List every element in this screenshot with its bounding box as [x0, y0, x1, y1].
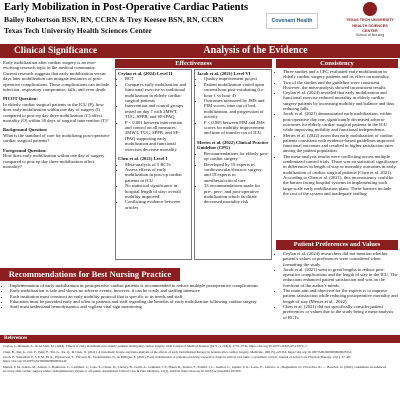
list-item: • Outcomes measured by JMS and FIM scores, time out of bed, mobilization, and progression of activity	[204, 98, 269, 120]
list-item: • P < 0.001 between intervention and control on all measures: 2MWT, TUG, SPPB, and SF-IPAQ supporting early mobilization and functional exercises decrease mortality	[125, 120, 189, 152]
recommendations-list	[3, 283, 273, 309]
background-question-heading: Background Question:	[3, 127, 48, 133]
list-item: • Staff must understand hemodynamics and vigilant vital sign monitoring	[10, 304, 273, 309]
list-item: • Two of the studies and the guideline were consistent. However, the meta-analysis showed inconsistent results.	[283, 80, 398, 91]
list-item: • The main aim and objective for the experts is to improve patient satisfaction while reducing postoperative mortality and length of stay (Mertes et al., 2022)	[283, 288, 398, 304]
list-item: • Each institution must construct an early mobility protocol that is specific to its needs and staff	[10, 294, 273, 299]
ttuhsc-logo-line3: School of Nursing	[355, 33, 385, 38]
list-item: • Intervention and control groups tested on day 7 with 2MWT, TUG, SPPB, and SF-IPAQ	[125, 103, 189, 119]
list-item: • Conflicting evidence between articles	[125, 199, 189, 210]
ttuhsc-logo	[344, 2, 396, 40]
poster-header	[0, 0, 400, 44]
recommendations-heading: Recommendations for Best Nursing Practice	[0, 268, 180, 281]
clinical-significance-text: Early mobilization after cardiac surgery is an ever-evolving research topic in the medical community. Current research suggests that early mobilization versus days later mobilization can mitigate instances of post-operative complications. These complications can include infection, respiratory compromise, falls, and even death.	[3, 60, 110, 93]
jacob-list	[197, 76, 269, 135]
reference-item: Mertes, P. M., Kindo, M., Amour, J., Baufreton, C., Camilleri, L., Caus, T., Chatel, D., Cholley, B., Curtil, A., Grimaud, J. P., Houel, R., Kattou, F., Fellahi, J. L., Guidon, C., Guinot, P. G., Lorne, E., Lefevre, G., Meguentini, O., Pirracchio, R., … Bouchot, O. (2022). Guidelines on enhanced recovery after cardiac surgery under cardiopulmonary bypass or off-pump. Anaesthesia Critical Care & Pain Medicine, 41(3), 101059. https://doi.org/10.1016/j.accpm.2022.101059	[3, 365, 387, 374]
poster-authors: Bailey Robertson BSN, RN, CCRN & Trey Keesee BSN, RN, CCRN	[4, 15, 224, 24]
list-item: • Jacob et al. (2021) demonstrated early mobilization, within post-operative day one, significantly decreased adverse outcomes for elderly cardiac surgical patients in the ICU while improving mobility and functional independence.	[283, 111, 398, 132]
consistency-column	[276, 69, 398, 196]
consistency-heading: Consistency	[276, 59, 398, 68]
clinical-significance-column	[3, 60, 110, 173]
list-item: • 33 recommendations made for pre-, peri-, and post-operative mobilization which facilitate decreased mortality risk	[204, 183, 269, 205]
mertes-list	[197, 151, 269, 205]
clinical-significance-heading: Clinical Significance	[0, 44, 111, 58]
patient-preferences-heading: Patient Preferences and Values	[276, 240, 398, 250]
list-item: • Mertes et al. (2022) assert that early mobilization of cardiac patients consistent with evidence-based guidelines improved functional outcomes and resulted in higher satisfaction rates among the patient population.	[283, 133, 398, 154]
covenant-logo-text: Covenant Health	[271, 18, 313, 24]
list-item: • Three studies and a CPG evaluated early mobilization in elderly cardiac surgery patients and its effect on mortality.	[283, 69, 398, 80]
list-item: • Ceylan et al. (2024) revealed that early mobilization and functional exercise reduced mortality in elderly cardiac surgery patients by increasing mobility and balance and thus reducing falls.	[283, 90, 398, 111]
chen-list	[118, 162, 189, 211]
list-item: • P < 0.005 between FIM and JMS scores for mobility improvement and time of transfer out of ICU	[204, 120, 269, 136]
ttuhsc-seal-icon	[363, 2, 377, 16]
list-item: • Implementation of early mobilization in postoperative cardiac patients is recommended to reduce multiple postoperative complications	[10, 283, 273, 288]
list-item: • Recommendations for elderly post-op cardiac surgery	[204, 151, 269, 162]
effectiveness-heading: Effectiveness	[115, 59, 272, 68]
list-item: • Education must be provided early and often to patients and staff regarding the benefits of early mobilization following cardiac surgery	[10, 299, 273, 304]
covenant-health-logo	[266, 13, 318, 29]
reference-item: Ceylan, İ., Mentesh, A., & Al-Jaidi, M. (2024). Effects of early mobilization in elderly patients undergoing cardiac surgery. Irish Journal of Medical Science (1971 -), 193(4), 2731–2744. https://doi.org/10.1007/s11845-024-03711-7	[3, 344, 308, 348]
list-item: • Compares early mobilization and functional exercise vs traditional mobilization in elderly cardiac surgical patients	[125, 82, 189, 104]
effectiveness-box-right	[194, 69, 272, 260]
list-item: • Assess effects of early mobilization in post-op cardiac patients in ICU	[125, 167, 189, 183]
consistency-list	[276, 69, 398, 196]
list-item: • Jacob et al. (2021) went to great lengths to reduce post-operative complications and the length of stay in the ICU. The reductions enhanced patient satisfaction and was on the forefront of the author's minds.	[283, 267, 398, 288]
chen-heading: Chen et al. (2021) Level I	[118, 156, 168, 162]
list-item: • No statistical significance in hospital length of stay; overall mobility improved	[125, 183, 189, 199]
references-list	[3, 344, 397, 375]
references-heading: References	[0, 335, 400, 343]
effectiveness-box-left	[115, 69, 192, 260]
poster-institution: Texas Tech University Health Sciences Center	[4, 26, 152, 35]
analysis-heading: Analysis of the Evidence	[111, 44, 400, 58]
reference-item: Chen, B., Xie, G., Lin, Y., Peng, F., Shi, G., Xu, Q., & Chen, X. (2021). A systematic review and meta-analysis of the effects of early mobilization therapy in patients after cardiac surgery. Medicine, 100(15), e25314. https://doi.org/10.1097/MD.0000000000025314	[3, 349, 352, 354]
list-item: • Developed by 19 experts in cardiovascular/thoracic surgery and 18 experts in anesthesia/critical care	[204, 162, 269, 184]
list-item: • Chen et al. (2021) did not specifically consider patient preferences or values due to the study being a meta-analysis of RCTs.	[283, 304, 398, 320]
list-item: • RCT	[125, 76, 189, 81]
ttuhsc-logo-line1: TEXAS TECH UNIVERSITY	[346, 18, 394, 22]
list-item: • The meta-analysis results were conflicting across multiple randomized control trials. There was no statistical significance in differences in length of stay or mortality outcomes in early mobilization of cardiac surgical patients (Chen et al. 2021). According to Chen et al. (2021), this inconsistency could be the barrier facing hospital systems in implementing such large-scale early mobilization plans. These barriers include the cost of the system and inadequate staffing	[283, 154, 398, 196]
list-item: • Quality improvement project	[204, 76, 269, 81]
ceylan-list	[118, 76, 189, 152]
foreground-question-text: How does early mobilization within one day of surgery compared to post op day three mobilization affect mortality?	[3, 153, 105, 169]
list-item: • Early mobilization is safe and shows no adverse events; however, it can be costly and staffing intensive	[10, 288, 273, 293]
patient-preferences-list	[276, 251, 398, 320]
background-question-text: What is the standard of care for mobilizing post-operative cardiac surgical patients?	[3, 132, 110, 144]
foreground-question-heading: Foreground Question:	[3, 147, 47, 153]
reference-item: Jacob, P., Surendran, P. J., E M, M. A., Papasavvas, T., Praveen, R., Swaminathan, N., & Milligan, F. (2021). Early mobilization of patients receiving vasoactive drugs in critical care units: a systematic review. Journal of Acute Care Physical Therapy, 12(1), 37–48. https://doi.org/10.1097/JAT.0000000000000140	[3, 355, 351, 364]
list-item: • Meta-analysis of 5 RCTs	[125, 162, 189, 167]
patient-preferences-column	[276, 251, 398, 320]
ceylan-heading: Ceylan et al. (2024) Level II	[118, 71, 173, 76]
recommendations-column	[3, 283, 273, 309]
mertes-heading: Mertes et al. (2022) Clinical Practice Guideline (CPG)	[197, 139, 269, 151]
ttuhsc-logo-line2: HEALTH SCIENCES CENTER	[352, 24, 388, 33]
list-item: • Ceylan et al. (2024) researchers did not mention whether patient's values or preferences were considered when formatting the study.	[283, 251, 398, 267]
picot-heading: PICOT Question:	[3, 96, 38, 102]
jacob-heading: Jacob et al. (2021) Level VI	[197, 71, 251, 76]
poster-title: Early Mobilization in Post-Operative Cardiac Patients	[4, 2, 249, 13]
list-item: • Patient mobilization varied upon current hour post-extubating (i.e. hour 1 vs hour 4)	[204, 82, 269, 98]
picot-text: In elderly cardiac surgical patients in the ICU (P), how does early mobilization within one day of surgery (I) compared to post-op day three mobilization (C) affect mortality (O) within 30 days of surgical intervention (T)?	[3, 101, 109, 124]
